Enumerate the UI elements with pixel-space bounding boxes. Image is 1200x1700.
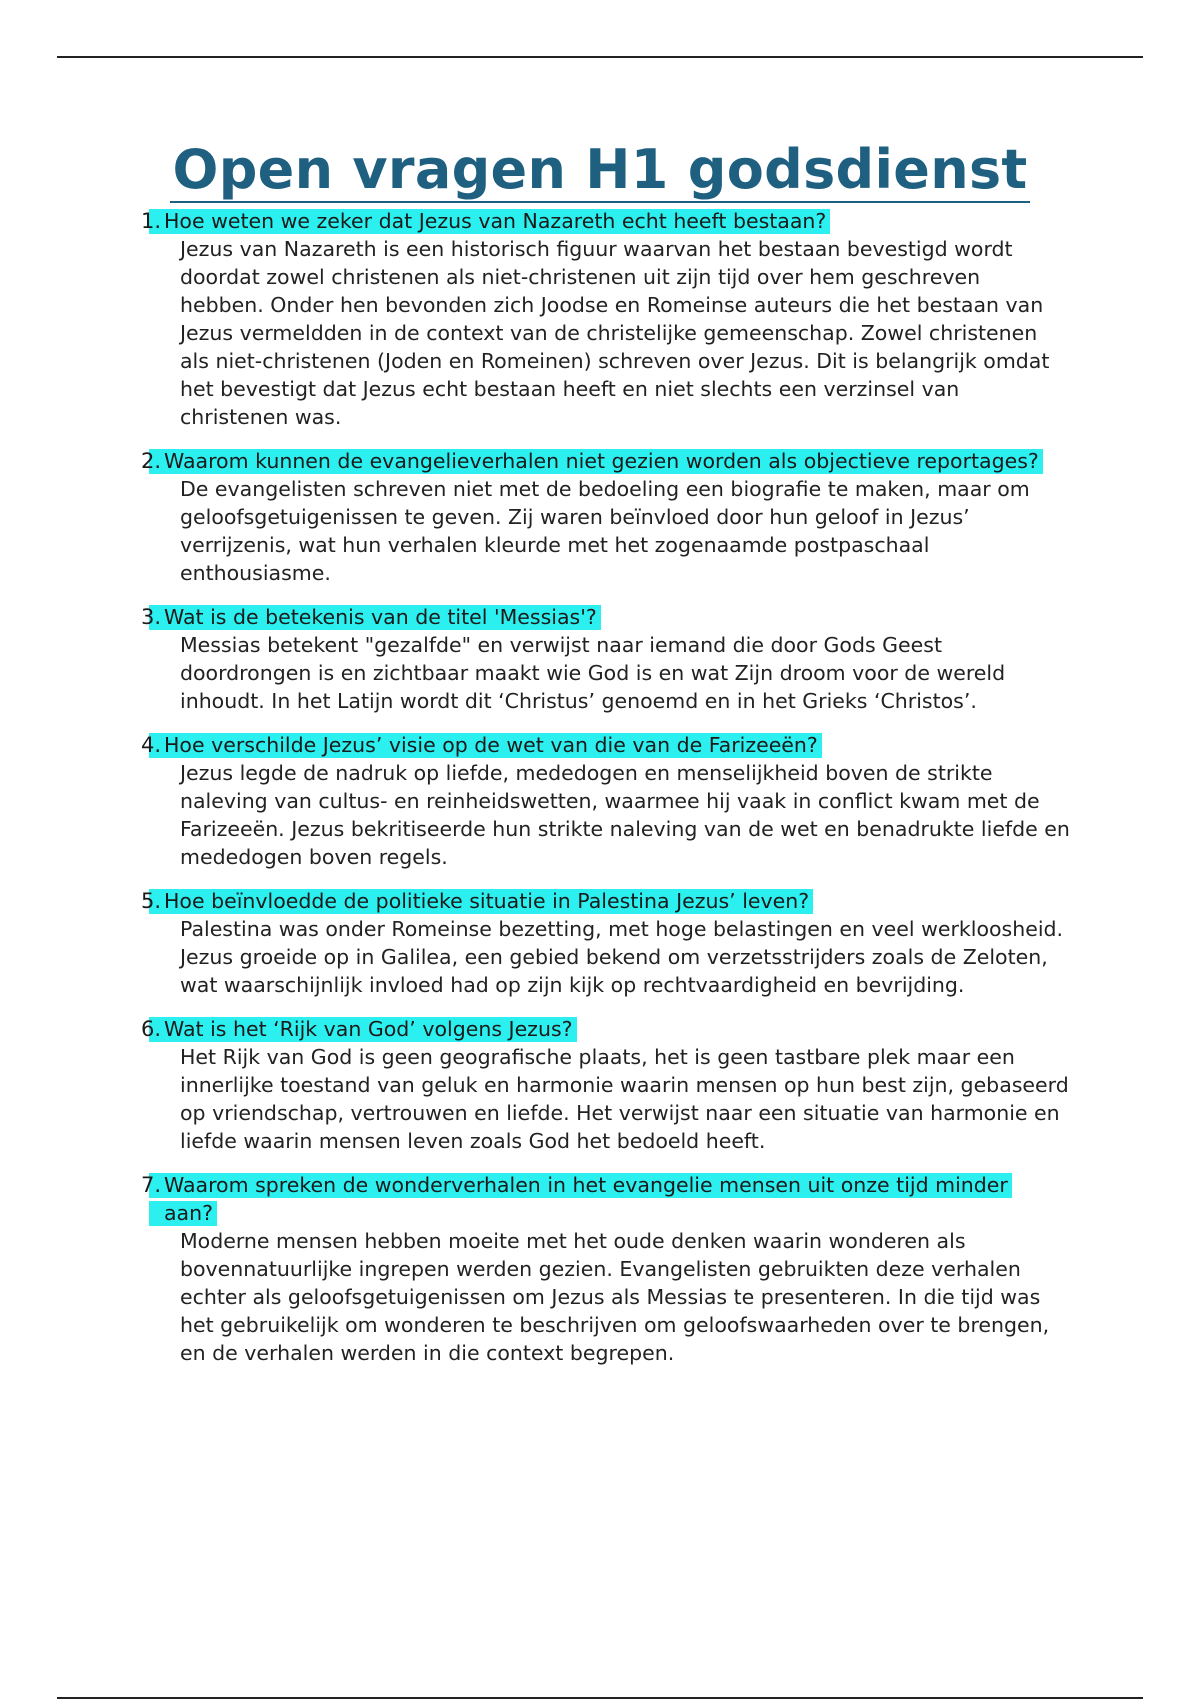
answer-text: Palestina was onder Romeinse bezetting, met hoge belastingen en veel werkloosheid. Jezus groeide op in Galilea, een gebied bekend om verzetsstrijders zoals de Zeloten, wat waarschijnlijk invloed had op zijn kijk op rechtvaardigheid en bevrijding. <box>180 917 1064 997</box>
answer-text: Jezus legde de nadruk op liefde, mededogen en menselijkheid boven de strikte naleving van cultus- en reinheidswetten, waarmee hij vaak in conflict kwam met de Farizeeën. Jezus bekritiseerde hun strikte naleving van de wet en benadrukte liefde en mededogen boven regels. <box>180 761 1070 869</box>
question-number: 6. <box>141 1017 162 1041</box>
page-title-text: Open vragen H1 godsdienst <box>172 138 1028 201</box>
question-number: 5. <box>141 889 162 913</box>
question-text <box>164 1171 1064 1227</box>
header-rule <box>57 56 1143 58</box>
question-highlight: Wat is de betekenis van de titel 'Messias'? <box>149 605 601 630</box>
question-highlight: Hoe beïnvloedde de politieke situatie in Palestina Jezus’ leven? <box>149 889 813 914</box>
question-list <box>0 207 1200 1383</box>
question-highlight: Waarom kunnen de evangelieverhalen niet gezien worden als objectieve reportages? <box>149 449 1043 474</box>
question-text <box>164 1015 1064 1043</box>
question-item-7 <box>0 1171 1200 1367</box>
question-item-3 <box>0 603 1200 715</box>
question-highlight: Waarom spreken de wonderverhalen in het evangelie mensen uit onze tijd minder aan? <box>149 1173 1012 1226</box>
answer-text: Jezus van Nazareth is een historisch figuur waarvan het bestaan bevestigd wordt doordat zowel christenen als niet-christenen uit zijn tijd over hem geschreven hebben. Onder hen bevonden zich Joodse en Romeinse auteurs die het bestaan van Jezus vermeldden in de context van de christelijke gemeenschap. Zowel christenen als niet-christenen (Joden en Romeinen) schreven over Jezus. Dit is belangrijk omdat het bevestigt dat Jezus echt bestaan heeft en niet slechts een verzinsel van christenen was. <box>180 237 1050 429</box>
question-item-4 <box>0 731 1200 871</box>
question-highlight: Hoe weten we zeker dat Jezus van Nazareth echt heeft bestaan? <box>149 209 830 234</box>
question-text <box>164 887 1064 915</box>
question-number: 3. <box>141 605 162 629</box>
question-number: 2. <box>141 449 162 473</box>
question-item-2 <box>0 447 1200 587</box>
question-item-1 <box>0 207 1200 431</box>
answer-text: Moderne mensen hebben moeite met het oude denken waarin wonderen als bovennatuurlijke ingrepen werden gezien. Evangelisten gebruikten deze verhalen echter als geloofsgetuigenissen om Jezus als Messias te presenteren. In die tijd was het gebruikelijk om wonderen te beschrijven om geloofswaarheden over te brengen, en de verhalen werden in die context begrepen. <box>180 1229 1050 1365</box>
answer-text: Messias betekent "gezalfde" en verwijst naar iemand die door Gods Geest doordrongen is en zichtbaar maakt wie God is en wat Zijn droom voor de wereld inhoudt. In het Latijn wordt dit ‘Christus’ genoemd en in het Grieks ‘Christos’. <box>180 633 1006 713</box>
question-text <box>164 603 1064 631</box>
question-highlight: Hoe verschilde Jezus’ visie op de wet van die van de Farizeeën? <box>149 733 822 758</box>
question-number: 1. <box>141 209 162 233</box>
question-text <box>164 207 1064 235</box>
answer-text: De evangelisten schreven niet met de bedoeling een biografie te maken, maar om geloofsgetuigenissen te geven. Zij waren beïnvloed door hun geloof in Jezus’ verrijzenis, wat hun verhalen kleurde met het zogenaamde postpaschaal enthousiasme. <box>180 477 1030 585</box>
question-number: 7. <box>141 1173 162 1197</box>
footer-rule <box>57 1697 1143 1699</box>
question-highlight: Wat is het ‘Rijk van God’ volgens Jezus? <box>149 1017 577 1042</box>
question-item-6 <box>0 1015 1200 1155</box>
question-number: 4. <box>141 733 162 757</box>
question-text <box>164 447 1064 475</box>
question-text <box>164 731 1064 759</box>
answer-text: Het Rijk van God is geen geografische plaats, het is geen tastbare plek maar een innerlijke toestand van geluk en harmonie waarin mensen op hun best zijn, gebaseerd op vriendschap, vertrouwen en liefde. Het verwijst naar een situatie van harmonie en liefde waarin mensen leven zoals God het bedoeld heeft. <box>180 1045 1069 1153</box>
question-item-5 <box>0 887 1200 999</box>
page-title <box>0 138 1200 202</box>
